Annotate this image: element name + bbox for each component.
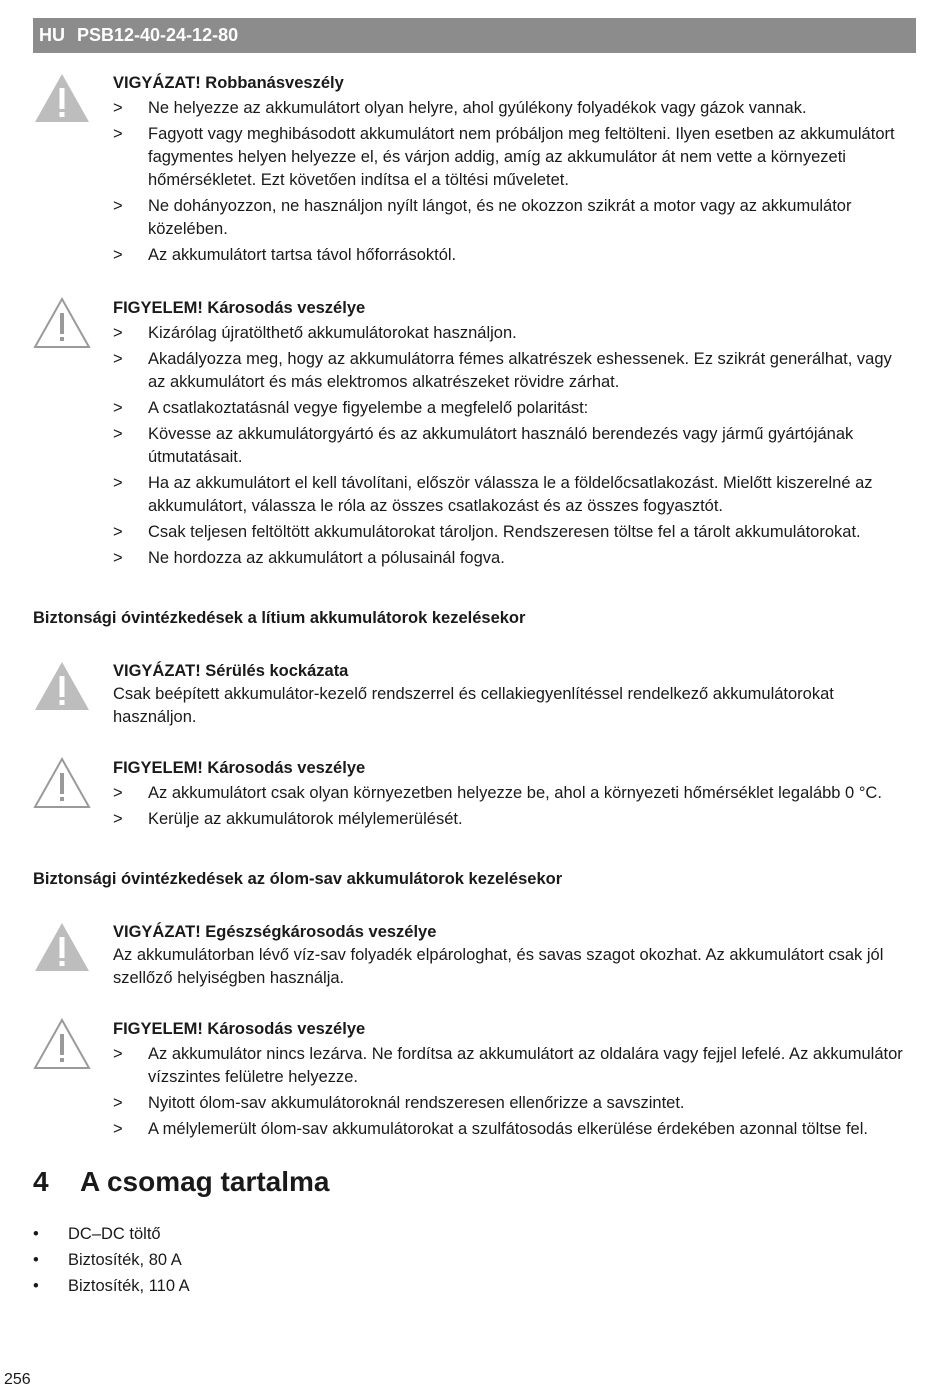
- warning-block: [33, 72, 913, 270]
- warning-filled-icon: [33, 921, 91, 973]
- language-code: HU: [39, 25, 65, 45]
- warning-outline-icon: [33, 1018, 91, 1070]
- block-text: Az akkumulátorban lévő víz-sav folyadék elpárologhat, és savas szagot okozhat. Az akkumulátort csak jól szellőző helyiségben használja.: [113, 946, 884, 987]
- block-title: FIGYELEM! Károsodás veszélye: [113, 1020, 366, 1038]
- chapter-number: 4: [33, 1166, 49, 1197]
- list-item: > A csatlakoztatásnál vegye figyelembe a megfelelő polaritást:: [113, 399, 589, 417]
- list-item: > Fagyott vagy meghibásodott akkumulátort nem próbáljon meg feltölteni. Ilyen esetben az akkumulátort fagymentes helyen helyezze el, és várjon addig, amíg az akkumulátor át nem vette a környezeti hőmérsékletet. Ezt követően indítsa el a töltési műveletet.: [113, 125, 895, 189]
- list-item: • Biztosíték, 110 A: [33, 1277, 190, 1295]
- list-item: > Az akkumulátor nincs lezárva. Ne fordítsa az akkumulátort az oldalára vagy fejjel lefelé. Az akkumulátor vízszintes felületre helyezze.: [113, 1045, 903, 1086]
- list-item: • DC–DC töltő: [33, 1225, 161, 1243]
- list-item: > A mélylemerült ólom-sav akkumulátorokat a szulfátosodás elkerülése érdekében azonnal töltse fel.: [113, 1120, 868, 1138]
- list-item: > Ha az akkumulátort el kell távolítani, először válassza le a földelőcsatlakozást. Mielőtt kiszerelné az akkumulátort, válassza le róla az összes csatlakozást és az összes fogyasztót.: [113, 474, 873, 515]
- notice-block: [33, 297, 913, 573]
- list-item: > Az akkumulátort csak olyan környezetben helyezze be, ahol a környezeti hőmérséklet legalább 0 °C.: [113, 784, 882, 802]
- warning-block: [33, 921, 913, 990]
- list-item: • Biztosíték, 80 A: [33, 1251, 182, 1269]
- list-item: > Nyitott ólom-sav akkumulátoroknál rendszeresen ellenőrizze a savszintet.: [113, 1094, 685, 1112]
- list-item: > Csak teljesen feltöltött akkumulátorokat tároljon. Rendszeresen töltse fel a tárolt akkumulátorokat.: [113, 523, 861, 541]
- notice-block: [33, 757, 913, 834]
- list-item: > Akadályozza meg, hogy az akkumulátorra fémes alkatrészek eshessenek. Ez szikrát generálhat, vagy az akkumulátort és más elektromos alkatrészeket rövidre zárhat.: [113, 350, 892, 391]
- section-heading: Biztonsági óvintézkedések a lítium akkumulátorok kezelésekor: [33, 609, 526, 627]
- block-title: FIGYELEM! Károsodás veszélye: [113, 759, 366, 777]
- warning-outline-icon: [33, 757, 91, 809]
- chapter-heading: [33, 1166, 330, 1198]
- block-title: VIGYÁZAT! Sérülés kockázata: [113, 662, 349, 680]
- model-number: PSB12-40-24-12-80: [77, 25, 239, 45]
- block-title: VIGYÁZAT! Egészségkárosodás veszélye: [113, 923, 437, 941]
- warning-block: [33, 660, 913, 729]
- package-contents-list: [33, 1221, 190, 1299]
- list-item: > Ne helyezze az akkumulátort olyan helyre, ahol gyúlékony folyadékok vagy gázok vannak.: [113, 99, 807, 117]
- block-text: Csak beépített akkumulátor-kezelő rendszerrel és cellakiegyenlítéssel rendelkező akkumulátorokat használjon.: [113, 685, 834, 726]
- list-item: > Az akkumulátort tartsa távol hőforrásoktól.: [113, 246, 457, 264]
- notice-block: [33, 1018, 913, 1144]
- page-number: 256: [4, 1371, 31, 1388]
- chapter-title: A csomag tartalma: [80, 1166, 330, 1197]
- list-item: > Kövesse az akkumulátorgyártó és az akkumulátort használó berendezés vagy jármű gyártójának útmutatásait.: [113, 425, 854, 466]
- list-item: > Ne hordozza az akkumulátort a pólusainál fogva.: [113, 549, 505, 567]
- warning-filled-icon: [33, 72, 91, 124]
- section-heading: Biztonsági óvintézkedések az ólom-sav akkumulátorok kezelésekor: [33, 870, 563, 888]
- warning-outline-icon: [33, 297, 91, 349]
- list-item: > Ne dohányozzon, ne használjon nyílt lángot, és ne okozzon szikrát a motor vagy az akkumulátor közelében.: [113, 197, 852, 238]
- block-title: VIGYÁZAT! Robbanásveszély: [113, 74, 344, 92]
- page-header: [33, 18, 916, 53]
- list-item: > Kerülje az akkumulátorok mélylemerülését.: [113, 810, 463, 828]
- warning-filled-icon: [33, 660, 91, 712]
- list-item: > Kizárólag újratölthető akkumulátorokat használjon.: [113, 324, 517, 342]
- block-title: FIGYELEM! Károsodás veszélye: [113, 299, 366, 317]
